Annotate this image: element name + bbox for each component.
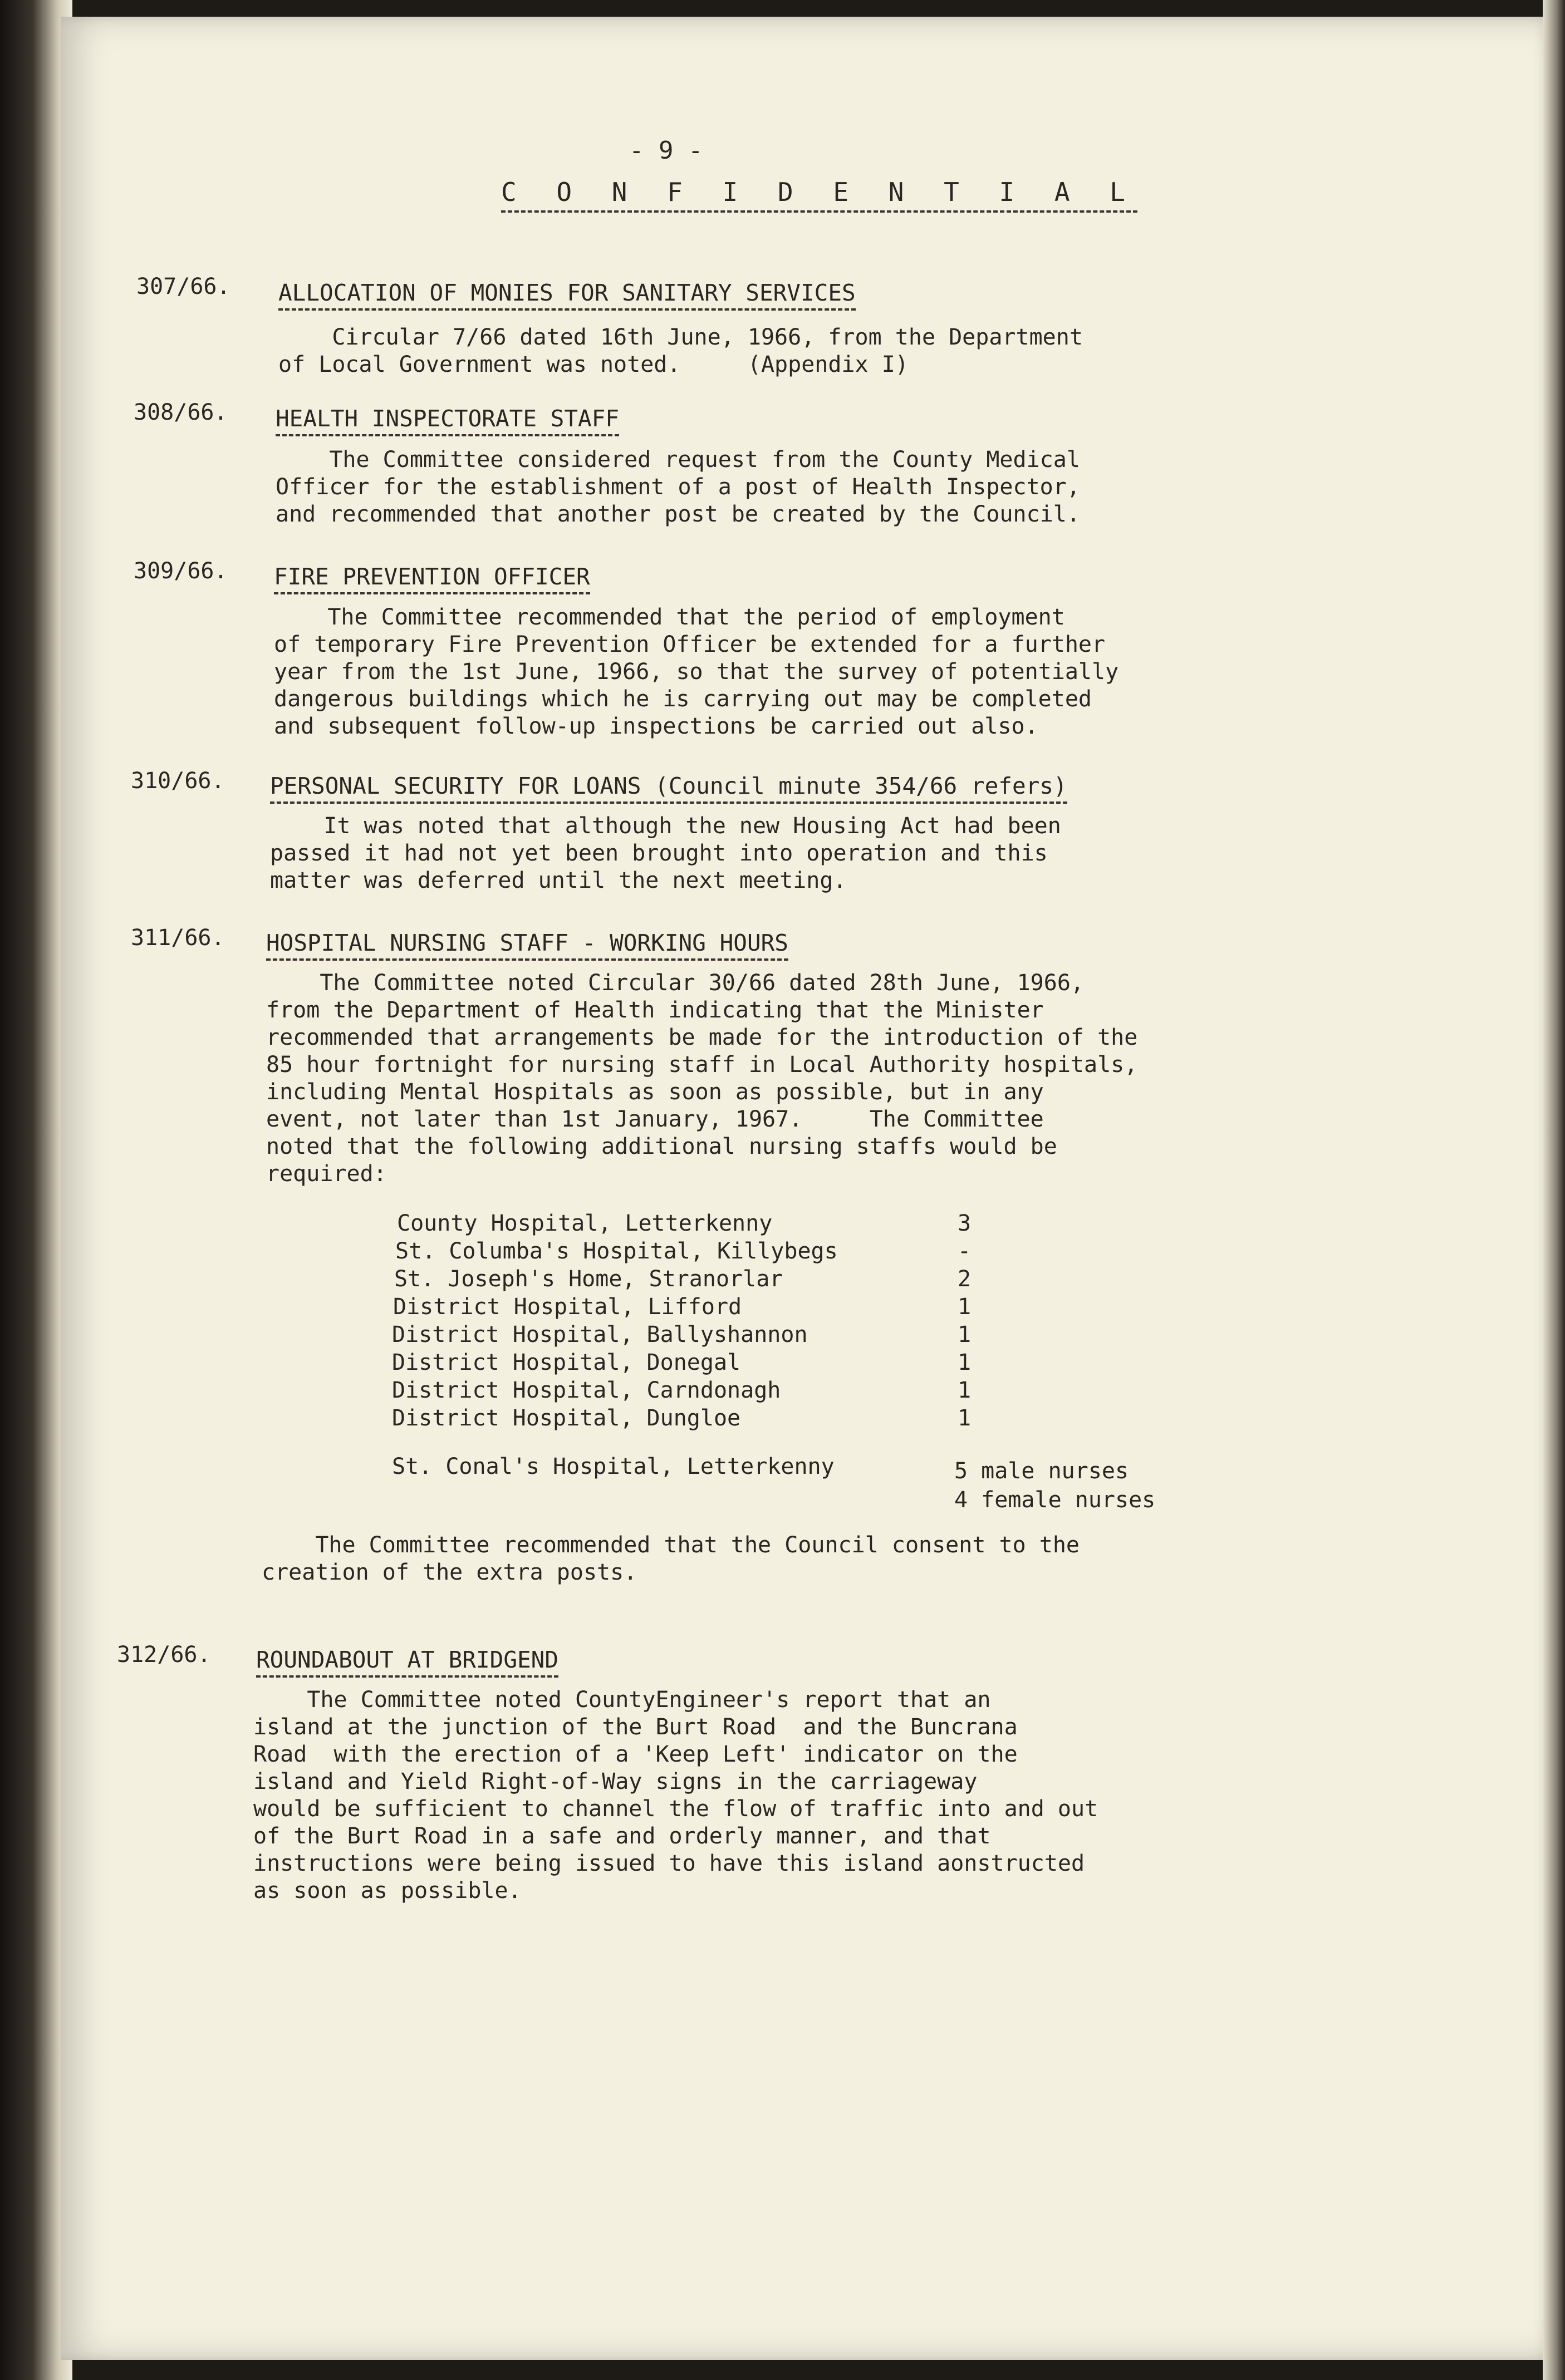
section-heading: ALLOCATION OF MONIES FOR SANITARY SERVICES [278,279,856,311]
facility-name: St. Conal's Hospital, Letterkenny [392,1454,835,1479]
facility-name: District Hospital, Dungloe [392,1405,741,1431]
section-heading: ROUNDABOUT AT BRIDGEND [256,1646,558,1678]
facility-name: District Hospital, Lifford [393,1294,742,1320]
section-body: The Committee considered request from the County Medical Officer for the establishment of a post of Health Inspector, and recommended that another post be created by the Council. [276,447,1080,527]
section-heading: PERSONAL SECURITY FOR LOANS (Council minute 354/66 refers) [270,773,1067,804]
page-right-edge [1543,0,1565,2380]
facility-name: District Hospital, Carndonagh [392,1378,781,1403]
staff-count: 1 [958,1294,972,1320]
facility-name: County Hospital, Letterkenny [397,1211,773,1236]
staff-count: 4 female nurses [954,1487,1156,1513]
staff-count: 1 [958,1405,972,1431]
section-body: The Committee noted CountyEngineer's report that an island at the junction of the Burt Road and the Buncrana Road with the erection of a 'Keep Left' indicator on the island and Yield Right-of-Way signs in the carriageway would be sufficient to channel the flow of traffic into and out of the Burt Road in a safe and orderly manner, and that instructions were being issued to have this island aonstructed as soon as possible. [253,1687,1098,1904]
minute-number: 310/66. [131,768,225,794]
section-heading: FIRE PREVENTION OFFICER [274,563,590,594]
facility-name: District Hospital, Donegal [392,1350,741,1375]
staff-count: - [958,1238,972,1264]
facility-name: St. Columba's Hospital, Killybegs [395,1238,838,1264]
confidential-heading: C O N F I D E N T I A L [501,177,1137,213]
facility-name: District Hospital, Ballyshannon [392,1322,808,1348]
section-heading: HOSPITAL NURSING STAFF - WORKING HOURS [266,930,788,961]
staff-count: 3 [958,1211,972,1236]
section-body: It was noted that although the new Housing Act had been passed it had not yet been brought into operation and this matter was deferred until the next meeting. [270,813,1061,893]
minute-number: 312/66. [117,1642,211,1668]
staff-count: 2 [958,1266,972,1292]
minute-number: 308/66. [134,400,228,425]
section-body: The Committee recommended that the period of employment of temporary Fire Prevention Officer be extended for a further year from the 1st June, 1966, so that the survey of potentially dangerous buildings which he is carrying out may be completed and subsequent follow-up inspections be carried out also. [274,604,1119,739]
staff-count: 1 [958,1350,972,1375]
minute-number: 311/66. [131,925,225,951]
section-body: Circular 7/66 dated 16th June, 1966, from the Department of Local Government was noted. (Appendix I) [278,324,1083,377]
minute-number: 309/66. [134,558,228,584]
page-number: - 9 - [629,136,703,165]
staff-count: 1 [958,1322,972,1348]
section-heading: HEALTH INSPECTORATE STAFF [276,405,619,436]
staff-count: 1 [958,1378,972,1403]
minute-number: 307/66. [136,274,230,299]
section-body: The Committee noted Circular 30/66 dated 28th June, 1966, from the Department of Health indicating that the Minister recommended that arrangements be made for the introduction of the 85 hour fortnight for nursing staff in Local Authority hospitals, including Mental Hospitals as soon as possible, but in any event, not later than 1st January, 1967. The Committee noted that the following additional nursing staffs would be required: [266,970,1138,1187]
facility-name: St. Joseph's Home, Stranorlar [394,1266,783,1292]
staff-count: 5 male nurses [954,1458,1129,1484]
section-closing: The Committee recommended that the Council consent to the creation of the extra posts. [262,1532,1080,1585]
